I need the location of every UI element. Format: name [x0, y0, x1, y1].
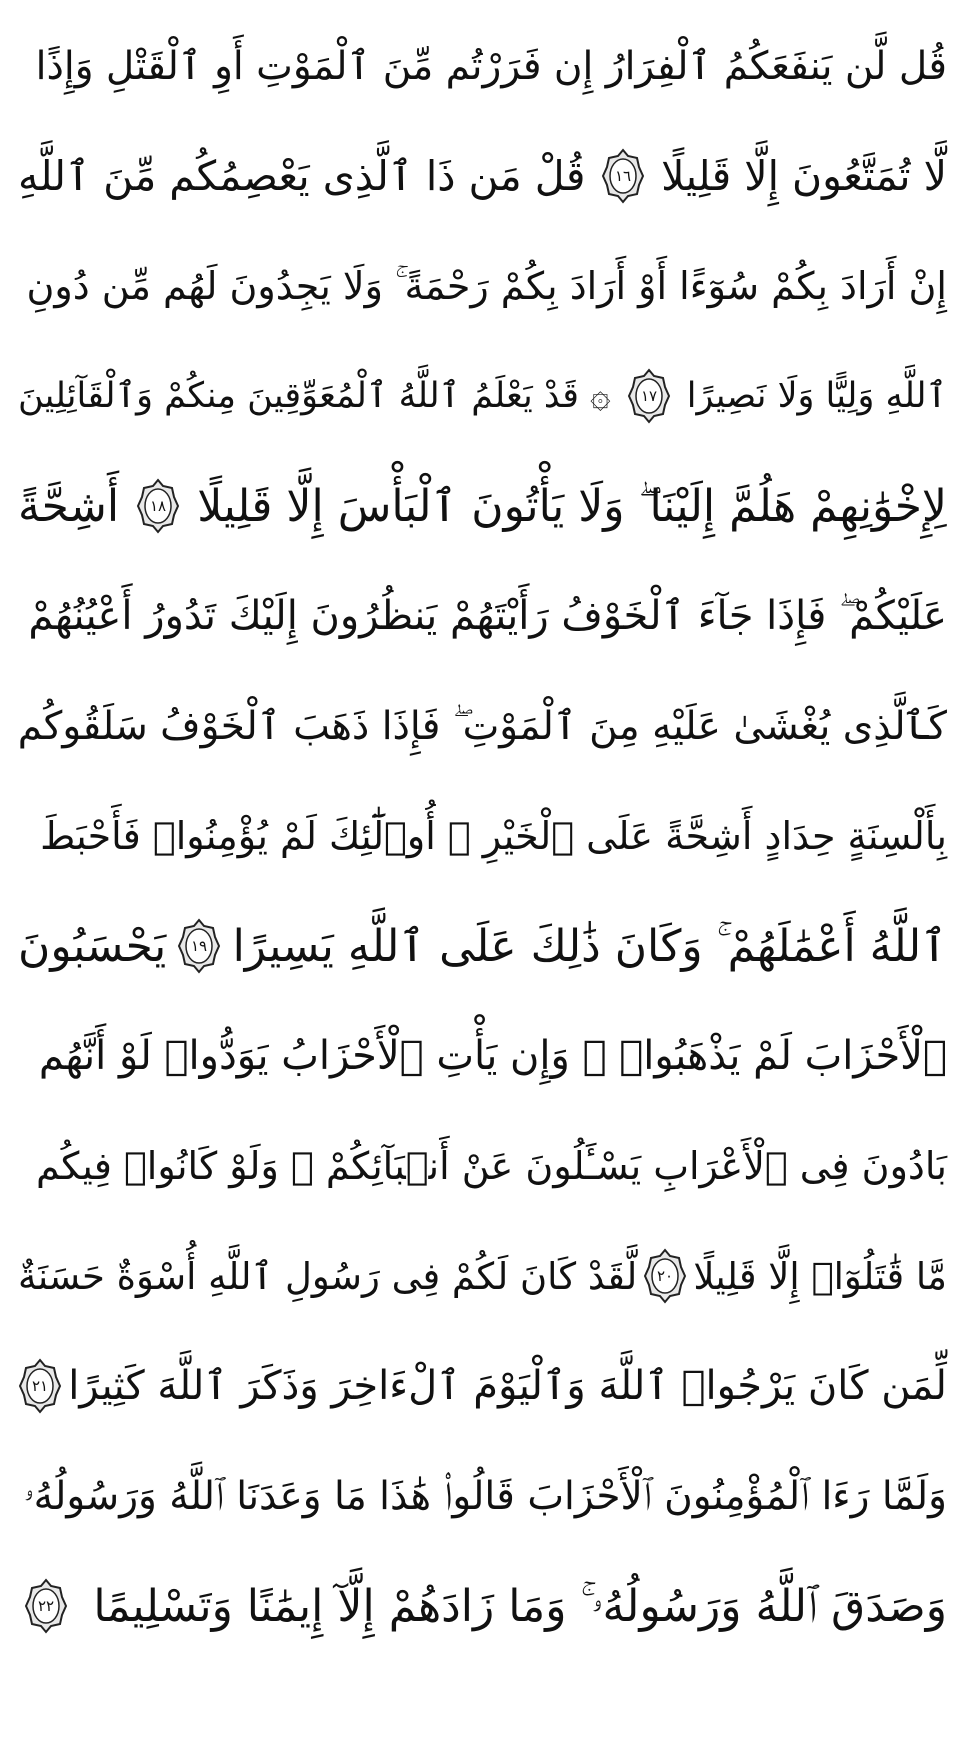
verse-line — [18, 18, 947, 114]
ayah-ornament-icon — [136, 478, 180, 534]
verse-text: لِإِخْوَٰنِهِمْ هَلُمَّ إِلَيْنَا ۖ وَلَا يَأْتُونَ ٱلْبَأْسَ إِلَّا قَلِيلًا — [197, 480, 947, 532]
verse-text: قُل لَّن يَنفَعَكُمُ ٱلْفِرَارُ إِن فَرَرْتُم مِّنَ ٱلْمَوْتِ أَوِ ٱلْقَتْلِ وَإِذًا — [35, 43, 947, 89]
verse-line — [18, 788, 947, 884]
verse-line — [18, 348, 947, 444]
ayah-ornament-icon — [627, 368, 671, 424]
verse-text: ۞ قَدْ يَعْلَمُ ٱللَّهُ ٱلْمُعَوِّقِينَ مِنكُمْ وَٱلْقَآئِلِينَ — [18, 376, 611, 416]
ayah-number-marker — [177, 918, 221, 974]
ayah-number: ١٩ — [191, 937, 208, 955]
ayah-number-marker — [601, 148, 645, 204]
ayah-number-marker — [627, 368, 671, 424]
verse-text: وَصَدَقَ ٱللَّهُ وَرَسُولُهُۥ ۚ وَمَا زَادَهُمْ إِلَّآ إِيمَٰنًا وَتَسْلِيمًا — [93, 1580, 947, 1632]
ayah-number: ٢٠ — [657, 1267, 674, 1285]
ayah-number: ١٦ — [615, 167, 632, 185]
verse-text: قُلْ مَن ذَا ٱلَّذِى يَعْصِمُكُم مِّنَ ٱللَّهِ — [18, 152, 586, 200]
verse-text: وَلَمَّا رَءَا ٱلْمُؤْمِنُونَ ٱلْأَحْزَابَ قَالُوا۟ هَٰذَا مَا وَعَدَنَا ٱللَّهُ وَرَسُولُهُۥ — [23, 1473, 947, 1519]
verse-text: بِأَلْسِنَةٍ حِدَادٍ أَشِحَّةً عَلَى ٱلْخَيْرِ ۚ أُو۟لَٰٓئِكَ لَمْ يُؤْمِنُوا۟ فَأَحْبَطَ — [40, 814, 947, 858]
verse-line — [18, 1118, 947, 1214]
ayah-ornament-icon — [24, 1578, 68, 1634]
verse-text: لَّقَدْ كَانَ لَكُمْ فِى رَسُولِ ٱللَّهِ أُسْوَةٌ حَسَنَةٌ — [18, 1254, 638, 1298]
ayah-number-marker — [136, 478, 180, 534]
verse-text: ٱللَّهِ وَلِيًّا وَلَا نَصِيرًا — [686, 376, 947, 416]
verse-text: لِّمَن كَانَ يَرْجُوا۟ ٱللَّهَ وَٱلْيَوْمَ ٱلْءَاخِرَ وَذَكَرَ ٱللَّهَ كَثِيرًا — [68, 1363, 947, 1409]
verse-text: أَشِحَّةً — [18, 480, 120, 532]
verse-line — [18, 1008, 947, 1104]
verse-line — [18, 568, 947, 664]
ayah-number-marker — [24, 1578, 68, 1634]
verse-text: مَّا قَٰتَلُوٓا۟ إِلَّا قَلِيلًا — [693, 1254, 947, 1298]
verse-text: يَحْسَبُونَ — [18, 920, 167, 972]
verse-line — [18, 1448, 947, 1544]
verse-text: عَلَيْكُمْ ۖ فَإِذَا جَآءَ ٱلْخَوْفُ رَأَيْتَهُمْ يَنظُرُونَ إِلَيْكَ تَدُورُ أَعْيُنُهُمْ — [28, 593, 947, 639]
ayah-number: ١٨ — [150, 497, 167, 515]
verse-line — [18, 458, 947, 554]
verse-text: بَادُونَ فِى ٱلْأَعْرَابِ يَسْـَٔلُونَ عَنْ أَنۢبَآئِكُمْ ۖ وَلَوْ كَانُوا۟ فِيكُم — [36, 1144, 947, 1188]
verse-text: كَٱلَّذِى يُغْشَىٰ عَلَيْهِ مِنَ ٱلْمَوْتِ ۖ فَإِذَا ذَهَبَ ٱلْخَوْفُ سَلَقُوكُم — [17, 703, 947, 749]
ayah-ornament-icon — [18, 1358, 62, 1414]
ayah-ornament-icon — [601, 148, 645, 204]
verse-text: ٱللَّهُ أَعْمَٰلَهُمْ ۚ وَكَانَ ذَٰلِكَ عَلَى ٱللَّهِ يَسِيرًا — [232, 920, 947, 972]
ayah-number-marker — [18, 1358, 62, 1414]
ayah-number: ٢١ — [32, 1377, 49, 1395]
verse-line — [18, 128, 947, 224]
verse-line — [18, 1338, 947, 1434]
ayah-number-marker — [643, 1248, 687, 1304]
verse-line — [18, 1558, 947, 1654]
verse-line — [18, 1228, 947, 1324]
verse-line — [18, 898, 947, 994]
ayah-number: ٢٢ — [37, 1597, 55, 1615]
ayah-ornament-icon — [177, 918, 221, 974]
verse-line — [18, 238, 947, 334]
ayah-number: ١٧ — [640, 387, 657, 405]
verse-text: ٱلْأَحْزَابَ لَمْ يَذْهَبُوا۟ ۖ وَإِن يَأْتِ ٱلْأَحْزَابُ يَوَدُّوا۟ لَوْ أَنَّهُم — [38, 1033, 947, 1079]
verse-text: إِنْ أَرَادَ بِكُمْ سُوٓءًا أَوْ أَرَادَ بِكُمْ رَحْمَةً ۚ وَلَا يَجِدُونَ لَهُم مِّن دُونِ — [26, 263, 947, 308]
ayah-ornament-icon — [643, 1248, 687, 1304]
verse-text: لَّا تُمَتَّعُونَ إِلَّا قَلِيلًا — [661, 152, 947, 200]
verse-line — [18, 678, 947, 774]
